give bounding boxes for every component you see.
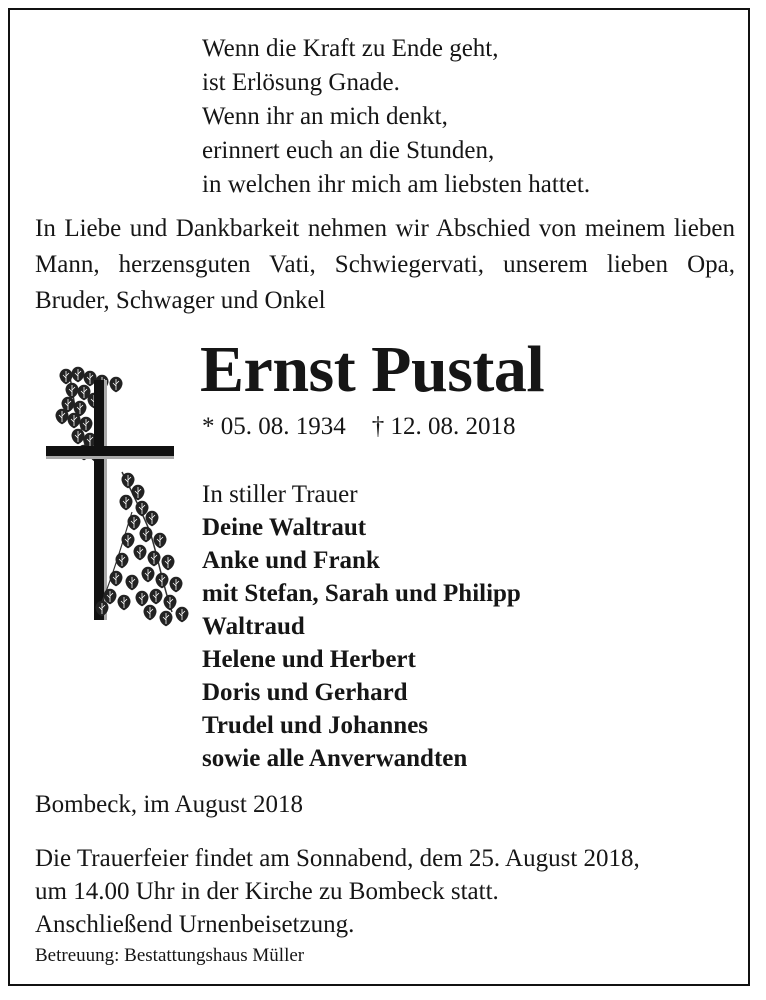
- death-date: † 12. 08. 2018: [371, 413, 516, 440]
- poem-line: in welchen ihr mich am liebsten hattet.: [202, 171, 591, 198]
- mourner-name: mit Stefan, Sarah und Philipp: [202, 580, 521, 607]
- mourner-name: sowie alle Anverwandten: [202, 745, 468, 772]
- obituary-notice: [8, 8, 750, 986]
- poem-line: erinnert euch an die Stunden,: [202, 137, 495, 164]
- ceremony-line: um 14.00 Uhr in der Kirche zu Bombeck statt.: [35, 878, 499, 905]
- poem-line: Wenn ihr an mich denkt,: [202, 103, 448, 130]
- mourners-heading: In stiller Trauer: [202, 481, 358, 508]
- life-dates: [202, 410, 516, 444]
- ivy-bottom: [96, 472, 188, 626]
- mourner-name: Trudel und Johannes: [202, 712, 429, 739]
- ceremony-line: Anschließend Urnenbeisetzung.: [35, 911, 355, 938]
- poem-line: ist Erlösung Gnade.: [202, 69, 400, 96]
- mourner-name: Waltraud: [202, 613, 305, 640]
- intro-text: In Liebe und Dankbarkeit nehmen wir Abschied von meinem lieben Mann, herzensguten Vati, Schwiegervati, unserem lieben Opa, Bruder, Schwager und Onkel: [35, 215, 735, 314]
- birth-date: * 05. 08. 1934: [202, 413, 346, 440]
- poem: [202, 32, 590, 202]
- ceremony-info: [35, 842, 640, 941]
- ceremony-line: Die Trauerfeier findet am Sonnabend, dem 25. August 2018,: [35, 845, 640, 872]
- funeral-home-credit: Betreuung: Bestattungshaus Müller: [35, 945, 305, 966]
- mourner-name: Doris und Gerhard: [202, 679, 408, 706]
- mourner-name: Helene und Herbert: [202, 646, 416, 673]
- mourners-list: [202, 478, 521, 775]
- deceased-name: Ernst Pustal: [200, 333, 545, 406]
- place-date: Bombeck, im August 2018: [35, 791, 304, 818]
- cross-with-ivy-icon: [32, 362, 192, 632]
- mourner-name: Deine Waltraut: [202, 514, 367, 541]
- mourner-name: Anke und Frank: [202, 547, 380, 574]
- poem-line: Wenn die Kraft zu Ende geht,: [202, 35, 499, 62]
